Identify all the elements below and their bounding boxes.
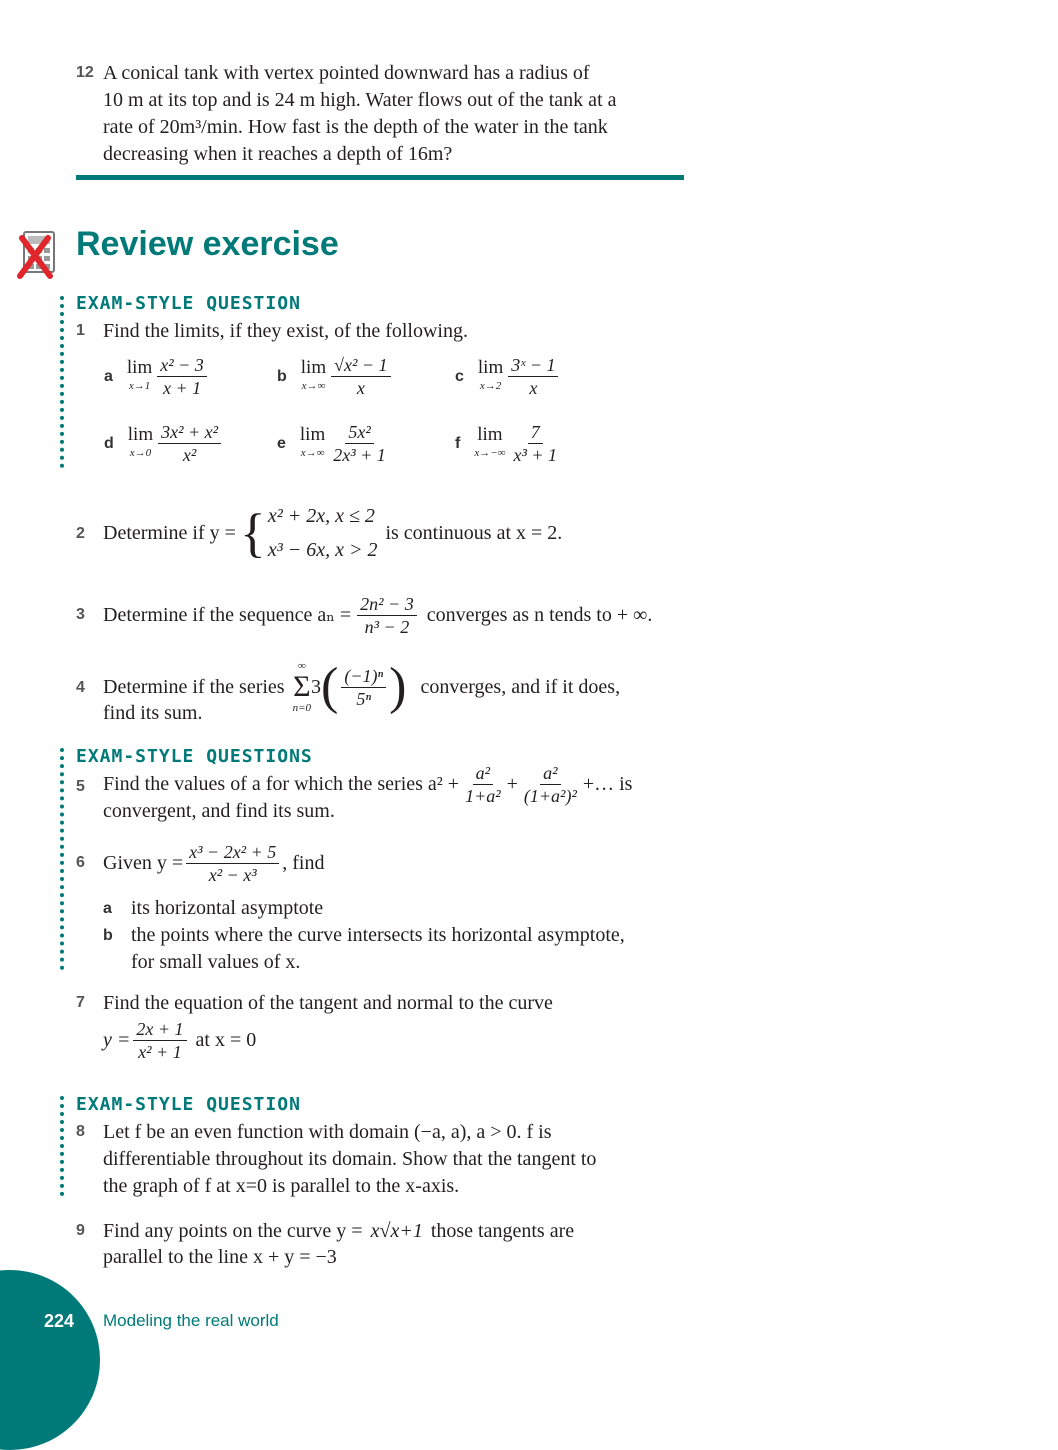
page-number: 224 xyxy=(44,1311,75,1331)
section-divider xyxy=(76,175,684,180)
exam-heading: EXAM-STYLE QUESTIONS xyxy=(76,746,313,767)
denominator: 2x³ + 1 xyxy=(333,445,386,465)
numerator: 3x² + x² xyxy=(158,421,221,444)
question-number: 7 xyxy=(76,994,85,1011)
question-text: converges, and if it does, xyxy=(420,675,621,698)
text-line: rate of 20m³/min. How fast is the depth of the water in the tank xyxy=(103,116,608,138)
denominator: x² − x³ xyxy=(208,864,257,885)
denominator: x² xyxy=(182,445,197,465)
denominator: x xyxy=(356,378,365,398)
calculator-crossed-icon xyxy=(16,230,58,280)
numerator: 5x² xyxy=(345,421,373,444)
part-label: b xyxy=(277,367,287,385)
question-number: 3 xyxy=(76,606,85,623)
left-paren: ( xyxy=(321,658,339,715)
lim-word: lim xyxy=(477,356,504,378)
limit-part-a xyxy=(104,354,210,399)
part-text: its horizontal asymptote xyxy=(131,897,324,919)
text-line: differentiable throughout its domain. Show that the tangent to xyxy=(103,1148,597,1170)
numerator: a² xyxy=(473,762,493,785)
question-5 xyxy=(76,758,696,828)
question-number: 1 xyxy=(76,322,85,339)
text-line: Let f be an even function with domain (−a, a), a > 0. f is xyxy=(103,1121,552,1143)
denominator: 5ⁿ xyxy=(356,688,372,709)
limit-part-b xyxy=(277,354,394,399)
question-9 xyxy=(76,1216,696,1276)
exam-heading: EXAM-STYLE QUESTION xyxy=(76,1094,301,1115)
numerator: 2n² − 3 xyxy=(357,593,417,616)
sum-lower: n=0 xyxy=(292,702,312,714)
numerator: 7 xyxy=(528,421,543,444)
sum-upper: ∞ xyxy=(297,660,306,672)
part-label: c xyxy=(455,367,464,385)
question-text: at x = 0 xyxy=(195,1028,257,1051)
question-text: Given y = xyxy=(103,851,184,874)
part-label: d xyxy=(104,434,114,452)
lim-subscript: x→0 xyxy=(129,446,152,459)
question-text: +… is xyxy=(582,772,633,795)
question-7 xyxy=(76,990,696,1070)
part-label: a xyxy=(103,900,112,917)
question-text: convergent, and find its sum. xyxy=(103,800,335,822)
text-line: 10 m at its top and is 24 m high. Water flows out of the tank at a xyxy=(103,89,617,111)
denominator: (1+a²)² xyxy=(523,785,577,806)
question-text xyxy=(103,1119,693,1200)
part-text: the points where the curve intersects its horizontal asymptote, xyxy=(131,924,625,946)
numerator: √x² − 1 xyxy=(331,354,390,377)
part-text: for small values of x. xyxy=(131,951,301,973)
limit-part-f xyxy=(455,421,563,466)
limit-part-d xyxy=(104,421,224,466)
part-label: a xyxy=(104,367,113,385)
coefficient: 3 xyxy=(311,675,322,698)
lim-word: lim xyxy=(477,423,503,445)
lim-subscript: x→∞ xyxy=(300,446,325,459)
denominator: 1+a² xyxy=(465,785,501,806)
question-text: Determine if the sequence aₙ = xyxy=(103,603,352,626)
numerator: (−1)ⁿ xyxy=(341,665,386,688)
exam-heading: EXAM-STYLE QUESTION xyxy=(76,293,301,314)
math-expression: x√x+1 xyxy=(370,1220,423,1242)
question-text: Find the values of a for which the series a² + xyxy=(103,772,460,795)
question-text: converges as n tends to + ∞. xyxy=(426,603,653,626)
text-line: decreasing when it reaches a depth of 16m? xyxy=(103,143,453,165)
question-text xyxy=(103,60,703,168)
limit-part-e xyxy=(277,421,392,466)
question-number: 4 xyxy=(76,679,85,696)
question-3 xyxy=(76,590,696,640)
left-brace: { xyxy=(239,503,266,563)
numerator: x³ − 2x² + 5 xyxy=(186,841,279,864)
question-number: 6 xyxy=(76,854,85,871)
question-number: 5 xyxy=(76,778,85,795)
question-text: parallel to the line x + y = −3 xyxy=(103,1246,337,1268)
question-4 xyxy=(76,660,696,730)
exam-marker xyxy=(60,296,64,468)
exam-marker xyxy=(60,748,64,970)
question-text: Determine if y = xyxy=(103,521,236,544)
part-label: e xyxy=(277,434,286,452)
question-text: Determine if the series xyxy=(103,675,285,698)
lim-word: lim xyxy=(299,423,326,445)
lim-subscript: x→∞ xyxy=(301,379,326,392)
question-number: 9 xyxy=(76,1222,85,1239)
sigma-icon: Σ xyxy=(293,670,311,703)
footer-decoration xyxy=(0,1270,100,1450)
lim-subscript: x→2 xyxy=(479,379,502,392)
exam-marker xyxy=(60,1096,64,1196)
lim-word: lim xyxy=(300,356,327,378)
lim-word: lim xyxy=(127,423,154,445)
section-title: Review exercise xyxy=(76,225,339,263)
denominator: x³ + 1 xyxy=(513,445,558,465)
numerator: x² − 3 xyxy=(157,354,207,377)
numerator: 2x + 1 xyxy=(133,1018,186,1041)
denominator: x + 1 xyxy=(162,378,202,398)
question-number: 12 xyxy=(76,64,94,81)
denominator: x² + 1 xyxy=(138,1041,182,1062)
equation-lhs: y = xyxy=(103,1028,131,1051)
question-text: Find any points on the curve y = xyxy=(103,1220,363,1242)
question-number: 8 xyxy=(76,1123,85,1140)
question-text: find its sum. xyxy=(103,702,203,724)
question-text: those tangents are xyxy=(430,1220,575,1242)
text-line: A conical tank with vertex pointed downward has a radius of xyxy=(103,62,590,84)
part-label: b xyxy=(103,927,113,944)
lim-subscript: x→1 xyxy=(128,379,151,392)
question-text: , find xyxy=(282,851,325,874)
denominator: x xyxy=(529,378,538,398)
denominator: n³ − 2 xyxy=(364,616,410,637)
part-label: f xyxy=(455,434,461,452)
question-2 xyxy=(76,498,696,568)
lim-word: lim xyxy=(126,356,153,378)
right-paren: ) xyxy=(389,658,407,715)
question-text: Find the limits, if they exist, of the following. xyxy=(103,320,468,342)
question-text: Find the equation of the tangent and normal to the curve xyxy=(103,992,553,1014)
question-6 xyxy=(76,840,696,980)
question-text: is continuous at x = 2. xyxy=(385,521,563,544)
footer-title: Modeling the real world xyxy=(103,1311,279,1330)
plus-sign: + xyxy=(506,772,518,795)
question-number: 2 xyxy=(76,525,85,542)
numerator: a² xyxy=(540,762,560,785)
limit-part-c xyxy=(455,354,561,399)
piecewise-case: x² + 2x, x ≤ 2 xyxy=(267,505,375,527)
lim-subscript: x→−∞ xyxy=(474,446,506,459)
numerator: 3ˣ − 1 xyxy=(508,354,558,377)
piecewise-case: x³ − 6x, x > 2 xyxy=(267,539,378,561)
text-line: the graph of f at x=0 is parallel to the x-axis. xyxy=(103,1175,460,1197)
